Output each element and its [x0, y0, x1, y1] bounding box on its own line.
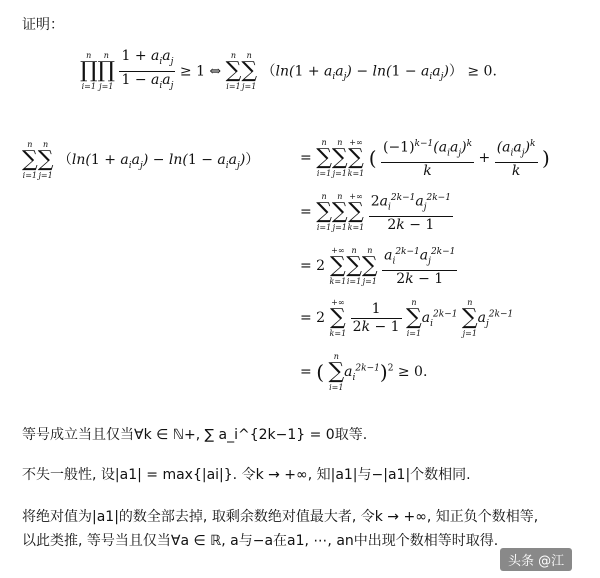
derivation-lhs: n ∑ i=1 n ∑ j=1 $(\ln(1 + a_ia_j) - \ln(1 - a_ia_j))$	[22, 140, 260, 180]
derivation-step-3: = 2 +∞ ∑ k=1 n ∑ i=1 n ∑ j=1 $\frac{a_i^{2k-1}a_j^{2k-1}}{2k - 1}$	[300, 244, 457, 288]
conclusion-line-2: 以此类推, 等号当且仅当∀a ∈ ℝ, a与−a在a1, ⋯, an中出现个数相等时取得.	[22, 533, 499, 549]
equation-1: n ∏ i=1 n ∏ j=1 $\frac{1 + a_ia_j}{1 - a_ia_j}$ ≥ 1 ⇔ n ∑ i=1 n ∑ j=1 $(\ln(1 + a_ia_j) - \ln(1 - a_ia_j)) \ge 0$.	[80, 48, 497, 95]
derivation-step-2: = n ∑ i=1 n ∑ j=1 +∞ ∑ k=1 $\frac{2a_i^{2k-1}a_j^{2k-1}}{2k - 1}$	[300, 190, 453, 234]
product-operator: n ∏ j=1	[97, 51, 116, 92]
proof-heading: 证明：	[22, 17, 64, 33]
conclusion-line-1: 将绝对值为|a1|的数全部去掉, 取剩余数绝对值最大者, 令k → +∞, 知正负个数相等,	[22, 509, 539, 525]
equality-condition-text: 等号成立当且仅当∀k ∈ ℕ+, ∑ a_i^{2k−1} = 0取等.	[22, 427, 368, 443]
ratio-fraction: $\frac{1 + a_ia_j}{1 - a_ia_j}$	[121, 48, 174, 91]
derivation-step-4: = 2 +∞ ∑ k=1 $\frac{1}{2k - 1}$ n ∑ i=1 $a_i^{2k-1}$ n ∑ j=1 $a_j^{2k-1}$	[300, 298, 514, 338]
product-operator: n ∏ i=1	[80, 51, 98, 92]
derivation-step-1: = n ∑ i=1 n ∑ j=1 +∞ ∑ k=1 ( $\frac{(-1)^{k-1}(a_ia_j)^k}{k}$ + $\frac{(a_ia_j)^k}{k}$ )	[300, 136, 550, 180]
watermark: 头条 @江	[500, 548, 572, 571]
derivation-step-5: = ( n ∑ i=1 $a_i^{2k-1})^2 \ge 0$.	[300, 352, 428, 392]
wlog-text: 不失一般性, 设|a1| = max{|ai|}. 令k → +∞, 知|a1|与−|a1|个数相同.	[22, 467, 471, 483]
